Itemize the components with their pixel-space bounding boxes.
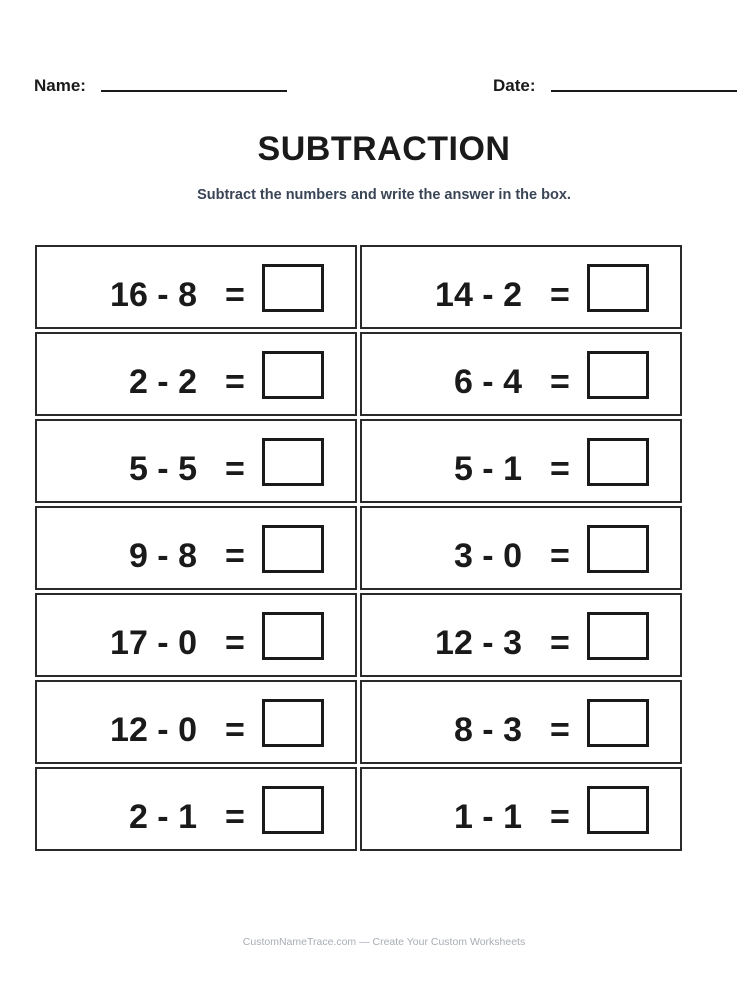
equals-sign: = bbox=[225, 537, 245, 575]
equals-sign: = bbox=[225, 450, 245, 488]
answer-box[interactable] bbox=[587, 699, 649, 747]
equals-sign: = bbox=[550, 624, 570, 662]
problem-cell bbox=[360, 245, 682, 329]
answer-box[interactable] bbox=[587, 786, 649, 834]
answer-box[interactable] bbox=[587, 264, 649, 312]
problem-expression: 1 - 1 bbox=[453, 798, 522, 836]
problem-cell bbox=[360, 680, 682, 764]
problem-expression: 16 - 8 bbox=[110, 276, 197, 314]
answer-box[interactable] bbox=[262, 612, 324, 660]
problem-cell bbox=[35, 419, 357, 503]
problem-expression: 6 - 4 bbox=[453, 363, 522, 401]
problem-grid bbox=[35, 245, 682, 851]
problem-expression: 2 - 2 bbox=[128, 363, 197, 401]
footer-credit: CustomNameTrace.com — Create Your Custom Worksheets bbox=[242, 936, 526, 948]
answer-box[interactable] bbox=[587, 612, 649, 660]
problem-expression: 2 - 1 bbox=[128, 798, 197, 836]
problem-cell bbox=[360, 332, 682, 416]
problem-expression: 3 - 0 bbox=[453, 537, 522, 575]
instructions: Subtract the numbers and write the answer in the box. bbox=[197, 187, 571, 203]
answer-box[interactable] bbox=[262, 699, 324, 747]
answer-box[interactable] bbox=[262, 525, 324, 573]
answer-box[interactable] bbox=[262, 786, 324, 834]
name-label: Name: bbox=[34, 76, 86, 95]
problem-expression: 12 - 3 bbox=[435, 624, 522, 662]
name-line[interactable] bbox=[101, 90, 287, 92]
equals-sign: = bbox=[550, 450, 570, 488]
equals-sign: = bbox=[550, 537, 570, 575]
equals-sign: = bbox=[550, 363, 570, 401]
equals-sign: = bbox=[225, 276, 245, 314]
date-label: Date: bbox=[493, 76, 536, 95]
answer-box[interactable] bbox=[587, 525, 649, 573]
problem-cell bbox=[360, 419, 682, 503]
problem-expression: 14 - 2 bbox=[435, 276, 522, 314]
problem-expression: 5 - 5 bbox=[128, 450, 197, 488]
answer-box[interactable] bbox=[262, 438, 324, 486]
problem-cell bbox=[35, 767, 357, 851]
problem-cell bbox=[35, 593, 357, 677]
equals-sign: = bbox=[225, 711, 245, 749]
problem-expression: 12 - 0 bbox=[110, 711, 197, 749]
problem-cell bbox=[35, 245, 357, 329]
answer-box[interactable] bbox=[262, 264, 324, 312]
problem-cell bbox=[35, 680, 357, 764]
problem-cell bbox=[360, 506, 682, 590]
equals-sign: = bbox=[225, 798, 245, 836]
problem-expression: 17 - 0 bbox=[110, 624, 197, 662]
equals-sign: = bbox=[225, 624, 245, 662]
answer-box[interactable] bbox=[587, 351, 649, 399]
problem-expression: 5 - 1 bbox=[453, 450, 522, 488]
answer-box[interactable] bbox=[262, 351, 324, 399]
equals-sign: = bbox=[225, 363, 245, 401]
problem-cell bbox=[35, 506, 357, 590]
problem-expression: 9 - 8 bbox=[128, 537, 197, 575]
problem-cell bbox=[360, 767, 682, 851]
answer-box[interactable] bbox=[587, 438, 649, 486]
equals-sign: = bbox=[550, 276, 570, 314]
page-title: SUBTRACTION bbox=[257, 130, 511, 168]
date-line[interactable] bbox=[551, 90, 737, 92]
problem-cell bbox=[360, 593, 682, 677]
equals-sign: = bbox=[550, 798, 570, 836]
problem-expression: 8 - 3 bbox=[453, 711, 522, 749]
problem-cell bbox=[35, 332, 357, 416]
equals-sign: = bbox=[550, 711, 570, 749]
